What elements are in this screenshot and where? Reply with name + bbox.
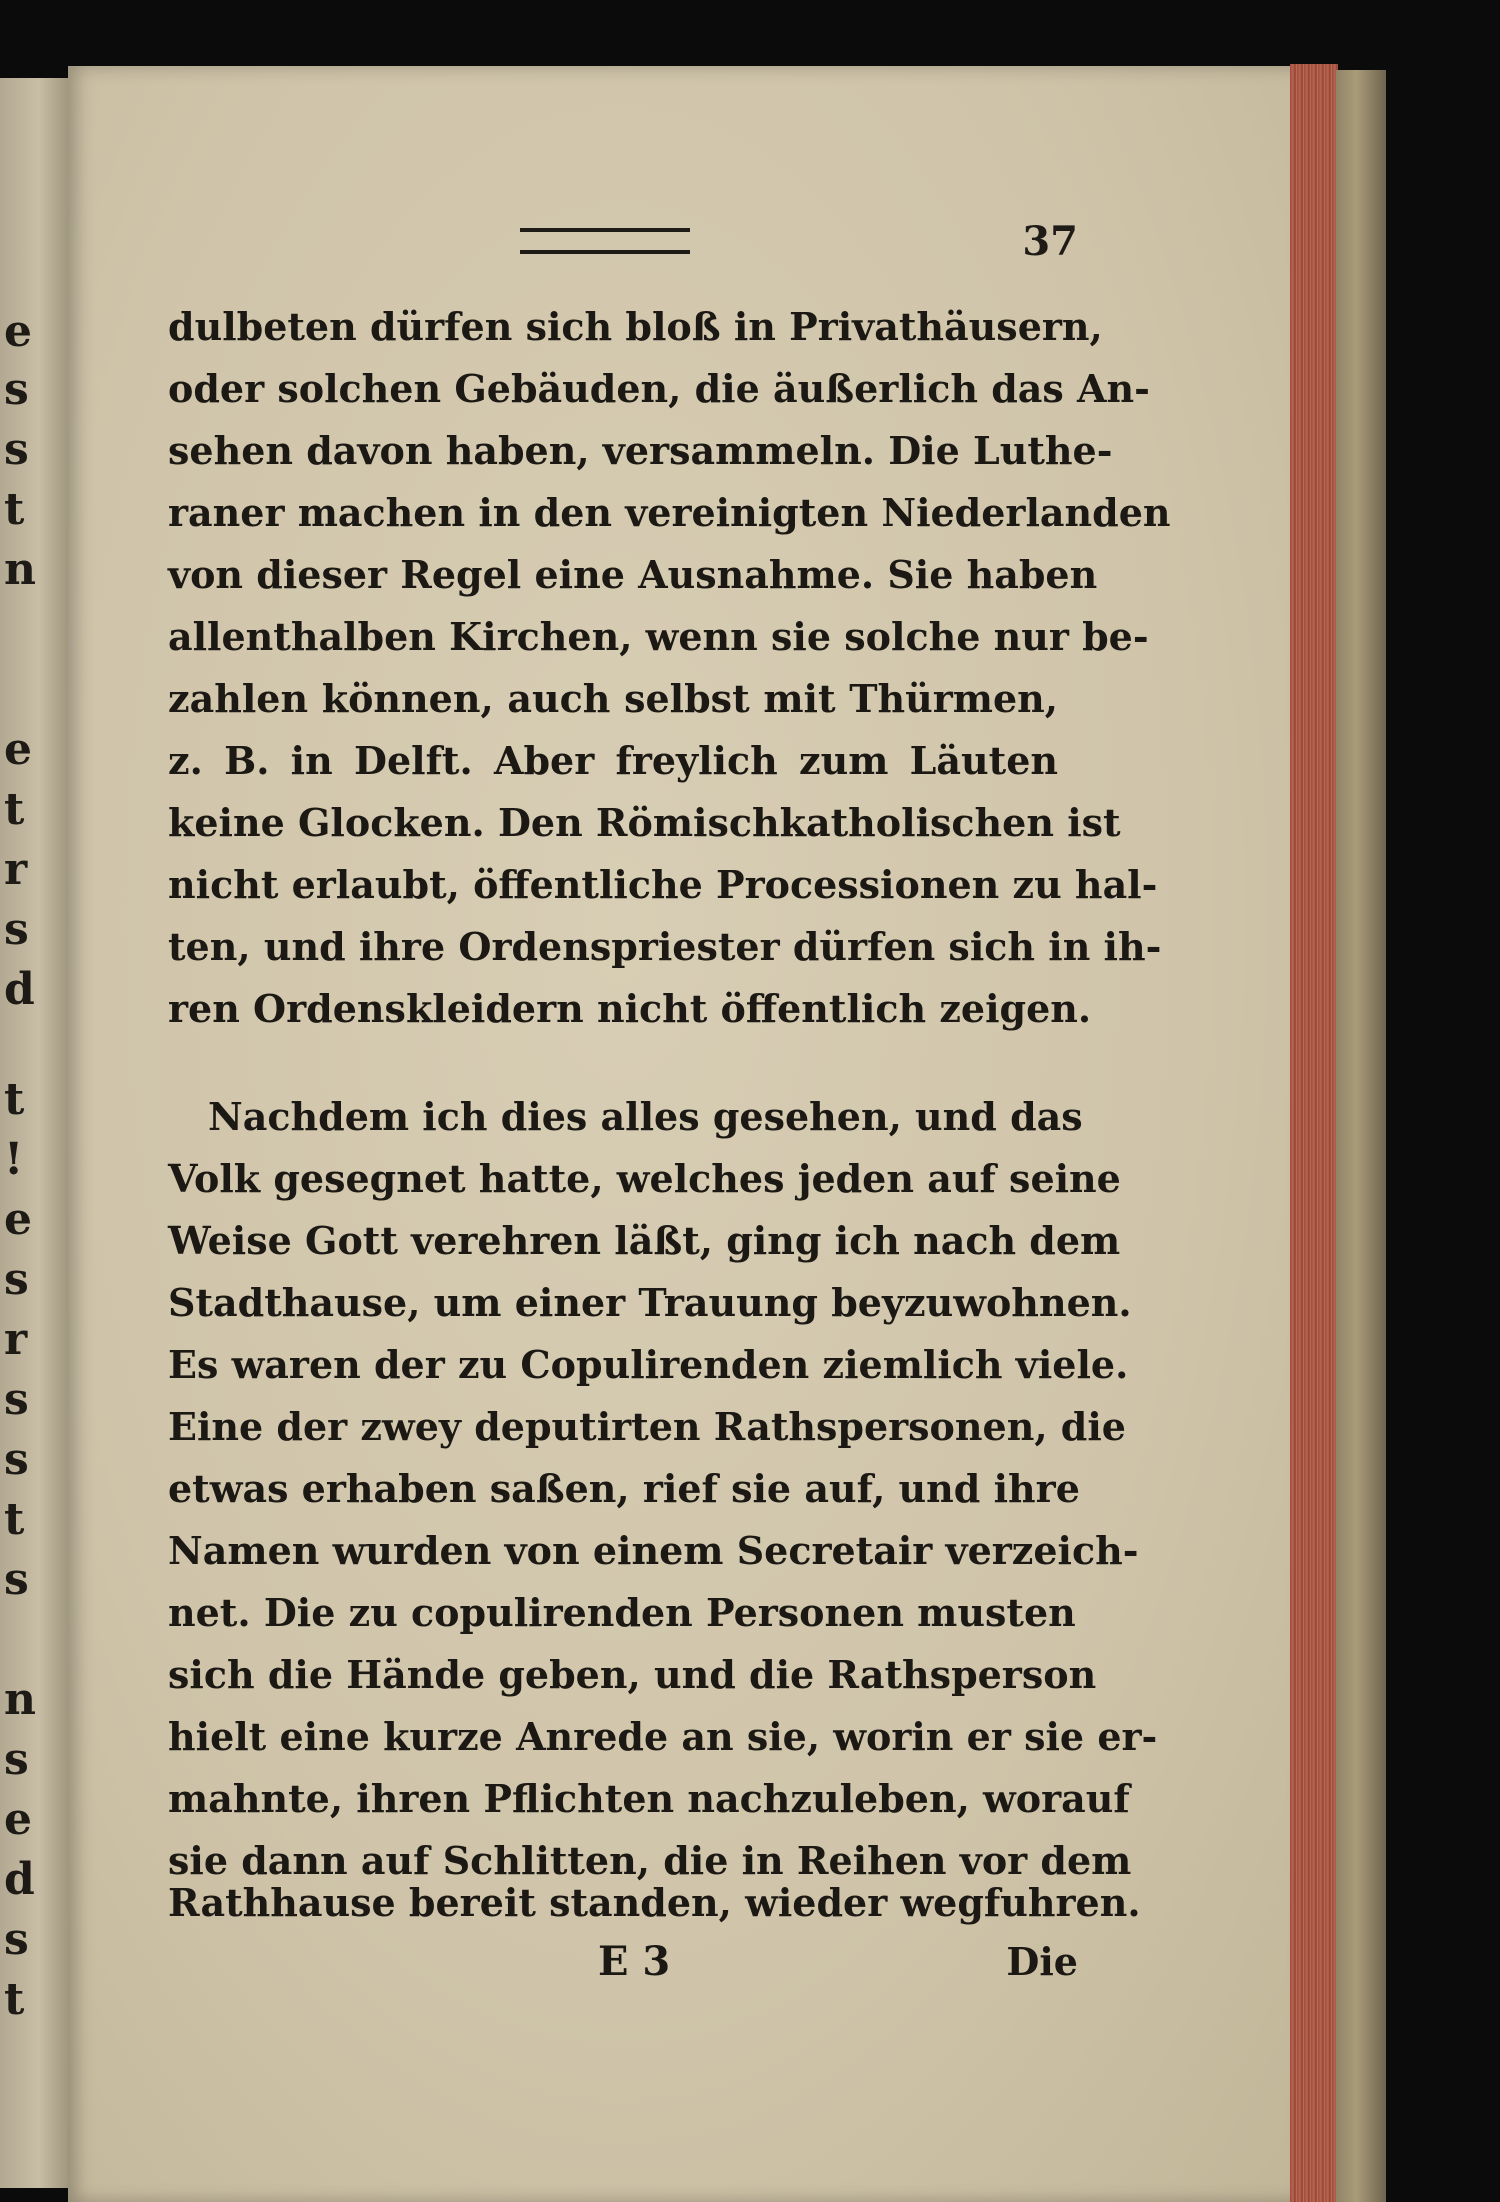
margin-char: e (4, 724, 32, 775)
margin-char: s (4, 364, 29, 415)
text-line: sie dann auf Schlitten, die in Reihen vor dem (168, 1838, 1132, 1883)
text-line: z. B. in Delft. Aber freylich zum Läuten (168, 738, 1058, 783)
margin-char: r (4, 1314, 28, 1365)
page-edges (1290, 64, 1338, 2202)
text-line: net. Die zu copulirenden Personen musten (168, 1590, 1076, 1635)
margin-char: e (4, 1794, 32, 1845)
margin-char: s (4, 424, 29, 475)
text-line: Stadthause, um einer Trauung beyzuwohnen. (168, 1280, 1132, 1325)
text-line: Nachdem ich dies alles gesehen, und das (208, 1094, 1083, 1139)
margin-char: s (4, 1254, 29, 1305)
text-line: oder solchen Gebäuden, die äußerlich das An- (168, 366, 1150, 411)
text-line: ten, und ihre Ordenspriester dürfen sich in ih- (168, 924, 1162, 969)
margin-char: s (4, 1554, 29, 1605)
signature-mark: E 3 (598, 1938, 671, 1985)
text-line: Es waren der zu Copulirenden ziemlich viele. (168, 1342, 1129, 1387)
margin-char: e (4, 306, 32, 357)
margin-char: s (4, 904, 29, 955)
margin-char: t (4, 1494, 25, 1545)
text-line: raner machen in den vereinigten Niederlanden (168, 490, 1171, 535)
text-line: etwas erhaben saßen, rief sie auf, und ihre (168, 1466, 1080, 1511)
margin-char: s (4, 1434, 29, 1485)
previous-page-edge (0, 78, 70, 2188)
margin-char: ! (4, 1134, 24, 1185)
margin-char: t (4, 784, 25, 835)
margin-char: s (4, 1914, 29, 1965)
text-line: Weise Gott verehren läßt, ging ich nach dem (168, 1218, 1121, 1263)
text-line: ren Ordenskleidern nicht öffentlich zeigen. (168, 986, 1092, 1031)
page-number: 37 (1022, 218, 1078, 265)
margin-char: n (4, 1674, 36, 1725)
text-line: keine Glocken. Den Römischkatholischen ist (168, 800, 1121, 845)
margin-char: r (4, 844, 28, 895)
margin-char: d (4, 1854, 35, 1905)
text-line: mahnte, ihren Pflichten nachzuleben, worauf (168, 1776, 1130, 1821)
margin-char: n (4, 544, 36, 595)
text-line: Volk gesegnet hatte, welches jeden auf seine (168, 1156, 1121, 1201)
margin-char: d (4, 964, 35, 1015)
text-line: allenthalben Kirchen, wenn sie solche nur be- (168, 614, 1149, 659)
margin-char: s (4, 1734, 29, 1785)
book-cover-edge (1336, 70, 1386, 2202)
text-line: sich die Hände geben, und die Rathsperson (168, 1652, 1097, 1697)
text-line: sehen davon haben, versammeln. Die Luthe- (168, 428, 1113, 473)
text-line: nicht erlaubt, öffentliche Processionen zu hal- (168, 862, 1158, 907)
margin-char: s (4, 1374, 29, 1425)
text-line: hielt eine kurze Anrede an sie, worin er sie er- (168, 1714, 1158, 1759)
margin-char: t (4, 1074, 25, 1125)
text-line: Eine der zwey deputirten Rathspersonen, die (168, 1404, 1126, 1449)
text-line: Rathhause bereit standen, wieder wegfuhren. (168, 1880, 1141, 1925)
text-line: von dieser Regel eine Ausnahme. Sie haben (168, 552, 1098, 597)
header-double-rule (520, 228, 690, 254)
catchword: Die (1006, 1939, 1078, 1984)
margin-char: e (4, 1194, 32, 1245)
text-line: zahlen können, auch selbst mit Thürmen, (168, 676, 1058, 721)
text-line: dulbeten dürfen sich bloß in Privathäusern, (168, 304, 1103, 349)
margin-char: t (4, 484, 25, 535)
margin-char: t (4, 1974, 25, 2025)
text-line: Namen wurden von einem Secretair verzeich- (168, 1528, 1139, 1573)
